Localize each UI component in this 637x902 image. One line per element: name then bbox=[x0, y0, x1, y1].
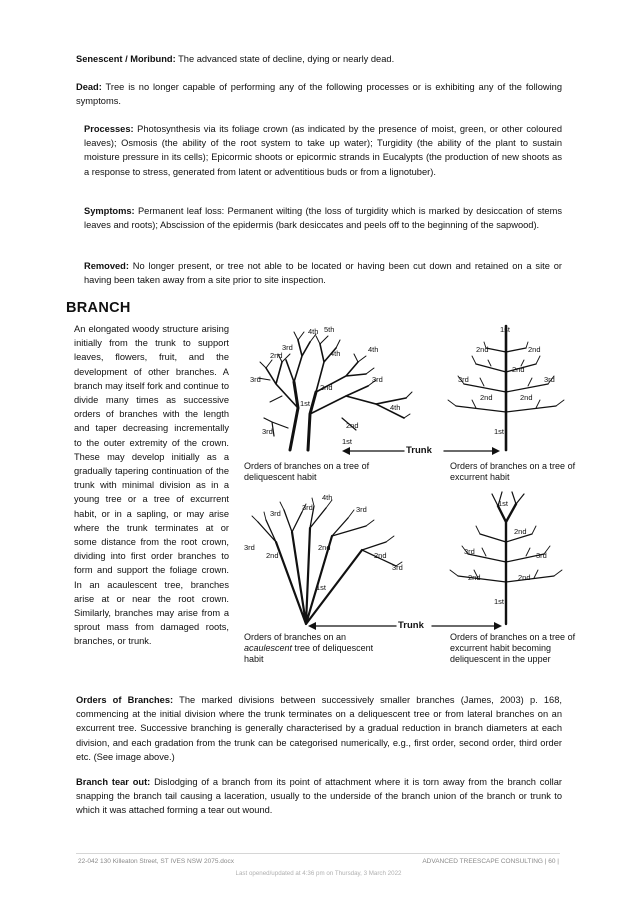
footer-last-updated: Last opened/updated at 4:36 pm on Thursday, 3 March 2022 bbox=[235, 870, 402, 877]
caption-italic: acaulescent bbox=[244, 643, 293, 654]
excurrent-tree-drawing bbox=[448, 326, 564, 450]
order-label: 3rd bbox=[392, 563, 403, 572]
order-label: 2nd bbox=[374, 551, 387, 560]
symptoms-definition bbox=[84, 204, 562, 232]
definition-text: The marked divisions between successively smaller branches (James, 2003) p. 168, commencing at the initial division where the trunk terminates on a deliquescent tree or from lateral branches on an excurrent tree. Successive branching is generally characterised by a gradual reduction in branch diameters at each division, and each gradation from the trunk can be categorised numerically, e.g., first order, second order, third order etc. (See image above.) bbox=[76, 695, 562, 762]
order-label: 2nd bbox=[520, 393, 533, 402]
branch-orders-figure bbox=[236, 322, 576, 674]
order-label: 4th bbox=[390, 403, 401, 412]
order-label: 3rd bbox=[544, 375, 555, 384]
branch-tear-out-definition bbox=[76, 775, 562, 818]
order-label: 3rd bbox=[302, 503, 313, 512]
term: Branch tear out: bbox=[76, 777, 151, 787]
order-label: 2nd bbox=[518, 573, 531, 582]
order-label: 2nd bbox=[514, 527, 527, 536]
definition-text: No longer present, or tree not able to be located or having been cut down and retained on a site or having been taken away from a site prior to site inspection. bbox=[84, 261, 562, 286]
footer-filename: 22-042 130 Killeaton Street, ST IVES NSW 2075.docx bbox=[78, 858, 234, 865]
order-label: 1st bbox=[316, 583, 327, 592]
order-label: 5th bbox=[324, 325, 335, 334]
footer-divider bbox=[76, 853, 560, 854]
order-label: 4th bbox=[322, 493, 333, 502]
order-label: 3rd bbox=[458, 375, 469, 384]
definition-text: Dislodging of a branch from its point of attachment where it is torn away from the branch collar snapping the branch tail causing a laceration, usually to the underside of the branch union of the branch or trunk to which it was attached forming a tear out wound. bbox=[76, 777, 562, 816]
trunk-label-top: Trunk bbox=[406, 445, 432, 456]
definition-text: The advanced state of decline, dying or nearly dead. bbox=[175, 54, 395, 64]
trunk-label-bottom: Trunk bbox=[398, 620, 424, 631]
order-label: 3rd bbox=[282, 343, 293, 352]
processes-definition bbox=[84, 122, 562, 179]
definition-text: Photosynthesis via its foliage crown (as indicated by the presence of moist, green, or other coloured leaves); Osmosis (the ability of the root system to take up water); Turgidity (the ability of the plant to sustain moisture pressure in its cells); Epicormic shoots or epicormic strands in Eucalypts (the production of new shoots as a response to stress, generated from latent or adventitious buds or from a lignotuber). bbox=[84, 124, 562, 177]
order-label: 2nd bbox=[512, 365, 525, 374]
order-label: 2nd bbox=[468, 573, 481, 582]
order-label: 2nd bbox=[318, 543, 331, 552]
order-label: 3rd bbox=[536, 551, 547, 560]
term: Orders of Branches: bbox=[76, 695, 174, 705]
order-label: 1st bbox=[300, 399, 311, 408]
order-label: 1st bbox=[342, 437, 353, 446]
term: Removed: bbox=[84, 261, 129, 271]
order-label: 2nd bbox=[320, 383, 333, 392]
caption-deliquescent: Orders of branches on a tree of deliquescent habit bbox=[244, 461, 370, 483]
section-heading: BRANCH bbox=[66, 300, 131, 316]
order-label: 1st bbox=[500, 325, 511, 334]
order-label: 2nd bbox=[266, 551, 279, 560]
order-label: 2nd bbox=[270, 351, 283, 360]
caption-part: tree of deliquescent habit bbox=[244, 643, 374, 665]
term: Symptoms: bbox=[84, 206, 135, 216]
definition-text: Permanent leaf loss: Permanent wilting (the loss of turgidity which is marked by desiccation of stems leaves and roots); Abscission of the epidermis (bark desiccates and peels off to the beginning of the sapwood). bbox=[84, 206, 562, 231]
order-label: 2nd bbox=[476, 345, 489, 354]
order-label: 3rd bbox=[270, 509, 281, 518]
order-label: 2nd bbox=[480, 393, 493, 402]
footer-company-page: ADVANCED TREESCAPE CONSULTING | 60 | bbox=[422, 858, 559, 865]
order-label: 3rd bbox=[244, 543, 255, 552]
order-label: 3rd bbox=[262, 427, 273, 436]
removed-definition bbox=[84, 259, 562, 287]
term: Senescent / Moribund: bbox=[76, 54, 176, 64]
orders-of-branches-definition bbox=[76, 693, 562, 764]
order-label: 4th bbox=[308, 327, 319, 336]
term: Processes: bbox=[84, 124, 134, 134]
order-label: 3rd bbox=[250, 375, 261, 384]
caption-acaulescent bbox=[244, 632, 394, 666]
order-label: 1st bbox=[494, 427, 505, 436]
order-label: 4th bbox=[330, 349, 341, 358]
definition-text: Tree is no longer capable of performing any of the following processes or is exhibiting any of the following symptoms. bbox=[76, 82, 562, 107]
order-label: 2nd bbox=[346, 421, 359, 430]
caption-part: Orders of branches on an bbox=[244, 632, 347, 642]
order-label: 1st bbox=[494, 597, 505, 606]
order-label: 1st bbox=[498, 499, 509, 508]
senescent-definition bbox=[76, 52, 562, 66]
order-label: 3rd bbox=[372, 375, 383, 384]
term: Dead: bbox=[76, 82, 102, 92]
order-label: 4th bbox=[368, 345, 379, 354]
order-label: 3rd bbox=[356, 505, 367, 514]
caption-excurrent: Orders of branches on a tree of excurrent habit bbox=[450, 461, 576, 483]
dead-definition bbox=[76, 80, 562, 108]
order-label: 3rd bbox=[464, 547, 475, 556]
branch-definition: An elongated woody structure arising initially from the trunk to support leaves, flowers, fruit, and the development of other branches. A branch may itself fork and continue to divide many times as successive orders of branches with the length and taper decreasing incrementally to the outer extremity of the crown. These may develop initially as a gradually tapering continuation of the trunk with minimal division as in a young tree or a tree of excurrent habit, or in a sapling, or may arise where the trunk terminates at or some distance from the root crown, dividing into first order branches to form and support the foliage crown. In an acaulescent tree, branches arise at or near the root crown. Similarly, branches may arise from a sprout mass from damaged roots, branches, or trunk. bbox=[74, 324, 229, 647]
caption-transitional: Orders of branches on a tree of excurrent habit becoming deliquescent in the upper bbox=[450, 632, 576, 665]
order-label: 2nd bbox=[528, 345, 541, 354]
